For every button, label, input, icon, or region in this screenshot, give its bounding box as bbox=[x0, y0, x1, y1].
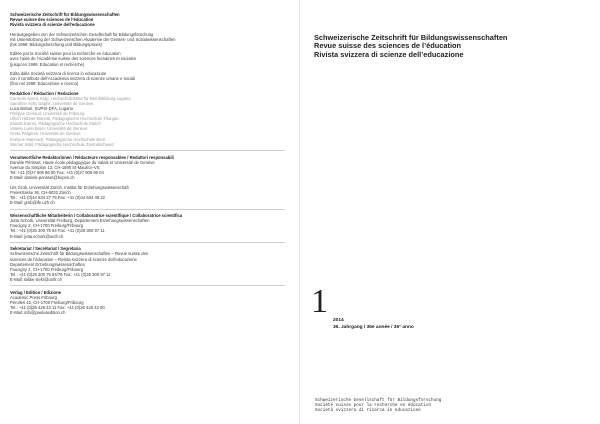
divider bbox=[10, 150, 285, 151]
journal-name-de: Schweizerische Zeitschrift für Bildungswissenschaften bbox=[10, 12, 120, 17]
section-heading-mitarbeiter: Wissenschaftliche Mitarbeiterin / Collaboratrice scientifique / Collaboratrice scientifica bbox=[10, 213, 183, 219]
text-line: (fino nel 1999: Educazione e ricerca) bbox=[10, 81, 79, 87]
text-line: (jusqu’en 1999: Education et recherche) bbox=[10, 61, 85, 67]
editor-entry: Werner Wild, Pädagogische Hochschule Zentralschweiz bbox=[10, 141, 114, 147]
text-line: Herausgegeben von der Schweizerischen Gesellschaft für Bildungsforschung bbox=[10, 31, 154, 37]
editorial-board bbox=[10, 91, 292, 147]
title-page bbox=[300, 0, 600, 424]
scientific-assistant bbox=[10, 213, 292, 238]
journal-name-it: Rivista svizzera di scienze dell’educazione bbox=[10, 22, 95, 28]
contact-line: Danièle Périsset, Haute école pédagogique du Valais et Université de Genève bbox=[10, 159, 155, 165]
contact-line: Tel: +41 (0)27 606 96 00 Fax: +41 (0)27 606 96 04 bbox=[10, 169, 104, 175]
divider bbox=[10, 285, 285, 286]
publisher-note-it bbox=[10, 71, 292, 86]
contact-line: sciences de l’éducation – Rivista svizzera di scienze dell’educazione bbox=[10, 256, 137, 262]
contact-line: Avenue du Simplon 13, CH-1890 St-Maurice-VS bbox=[10, 164, 100, 170]
contact-line: Jutta Schork, Universität Freiburg, Departement Erziehungswissenschaften bbox=[10, 218, 150, 224]
journal-title-de: Schweizerische Zeitschrift für Bildungswissenschaften bbox=[314, 33, 508, 42]
contact-line: Tel.: +41 (0)44 634 27 76 Fax: +41 (0)44 634 49 22 bbox=[10, 195, 105, 201]
issue-year: 2014 bbox=[333, 318, 344, 323]
issue-block bbox=[311, 283, 414, 330]
editor-entry: Sandrine Aeby Daghé, Université de Genève bbox=[10, 100, 94, 106]
section-heading-redaktion: Redaktion / Rédaction / Redazione bbox=[10, 90, 79, 96]
editor-entry: Greta Pelgrims, Université de Genève bbox=[10, 131, 81, 137]
text-line: avec l’aide de l’Académie suisse des sciences humaines et sociales bbox=[10, 56, 136, 62]
editor-entry: Valérie Lussi Borer, Université de Genève bbox=[10, 126, 88, 132]
contact-line: Departement Erziehungswissenschaften bbox=[10, 261, 85, 267]
text-line: Editée par la Société suisse pour la recherche en éducation bbox=[10, 51, 121, 57]
publisher-note-fr bbox=[10, 51, 292, 66]
text-line: Edita dalla Società svizzera di ricerca in educazione bbox=[10, 71, 107, 77]
editor-entry: Ulrich Hübner-Bonetti, Pädagogische Hochschule Thurgau bbox=[10, 116, 119, 122]
text-line: con il contributo dell’Accademia svizzera di scienze umane e sociali bbox=[10, 76, 136, 82]
contact-email[interactable]: E-Mail: info@paulusedition.ch bbox=[10, 310, 66, 316]
contact-email[interactable]: E-Mail: jutta.schork@unifr.ch bbox=[10, 233, 64, 239]
editor-entry: Zainab Kamm, Pädagogische Hochschule Zürich bbox=[10, 121, 101, 127]
editor-entry: Carmela Aprea, Eidg. Hochschulinstitut für Berufsbildung Lugano bbox=[10, 95, 131, 101]
journal-title bbox=[314, 34, 594, 59]
society-name-it: Società svizzera di ricerca in educazione bbox=[315, 408, 421, 414]
contact-line: Faucigny 2, CH-1700 Freiburg/Fribourg bbox=[10, 223, 84, 229]
section-heading-sekretariat: Sekretariat / Secrétariat / Segretaria bbox=[10, 246, 81, 252]
contact-line: Academic Press Fribourg bbox=[10, 294, 58, 300]
journal-name-fr: Revue suisse des sciences de l’éducation bbox=[10, 17, 94, 23]
contact-line: Faucigny 2, CH-1700 Freiburg/Fribourg bbox=[10, 266, 84, 272]
section-heading-verantwortlich: Verantwortliche Redaktorinnen / Rédacteurs responsables / Redattori responsabili bbox=[10, 154, 174, 160]
divider bbox=[10, 209, 285, 210]
contact-line: Tel.: +41 (0)26 300 75 84/76 Fax: +41 (0)26 300 97 11 bbox=[10, 271, 111, 277]
responsible-editors bbox=[10, 155, 292, 206]
section-heading-verlag: Verlag / Edition / Edizione bbox=[10, 289, 61, 295]
journal-title-fr: Revue suisse des sciences de l’éducation bbox=[314, 41, 462, 51]
divider bbox=[10, 242, 285, 243]
contact-email[interactable]: E-Mail: daniele.perisset@hepvs.ch bbox=[10, 174, 75, 180]
publisher-society bbox=[315, 398, 441, 413]
contact-email[interactable]: E-Mail: Bildw-Sekr@unifr.ch bbox=[10, 276, 62, 282]
journal-title-it: Rivista svizzera di scienze dell’educazione bbox=[314, 49, 464, 59]
journal-header bbox=[10, 12, 292, 27]
volume-label: 36. Jahrgang / 36e année / 36° anno bbox=[333, 325, 414, 330]
editor-entry: Luca Botturi, SUPSI-DFA, Lugano bbox=[10, 105, 74, 111]
issue-number: 1 bbox=[311, 283, 328, 320]
society-name-fr: Société suisse pour la recherche en éducation bbox=[315, 403, 432, 409]
text-line: mit Unterstützung der Schweizerischen Akademie der Geistes- und Sozialwissenschaften bbox=[10, 36, 176, 42]
editor-entry: Philippe Genoud, Université de Fribourg bbox=[10, 111, 85, 117]
contact-line: Tel.: +41 (0)26 300 75 84 Fax: +41 (0)26 300 97 11 bbox=[10, 228, 105, 234]
text-line: (bis 1999: Bildungsforschung und Bildungspraxis) bbox=[10, 41, 102, 47]
contact-line: Schweizerische Zeitschrift für Bildungswissenschaften – Revue suisse des bbox=[10, 251, 149, 257]
editor-entry: Evelyne Wannack, Pädagogische Hochschule Bern bbox=[10, 136, 106, 142]
contact-line: Freiestrasse 36, CH-8032 Zürich bbox=[10, 190, 71, 196]
imprint-column bbox=[10, 12, 292, 315]
publisher-note-de bbox=[10, 32, 292, 47]
contact-line: Pérolles 42, CH-1700 Freiburg/Fribourg bbox=[10, 300, 84, 305]
secretariat bbox=[10, 246, 292, 282]
society-name-de: Schweizerische Gesellschaft für Bildungsforschung bbox=[315, 398, 442, 403]
contact-line: Urs Grob, Universität Zürich, Institut für Erziehungswissenschaft bbox=[10, 184, 129, 190]
contact-line: Tel.: +41 (0)26 426 43 11 Fax: +41 (0)26 426 43 00 bbox=[10, 305, 105, 311]
publisher bbox=[10, 290, 292, 315]
contact-email[interactable]: E-Mail: grob@ife.uzh.ch bbox=[10, 200, 55, 206]
